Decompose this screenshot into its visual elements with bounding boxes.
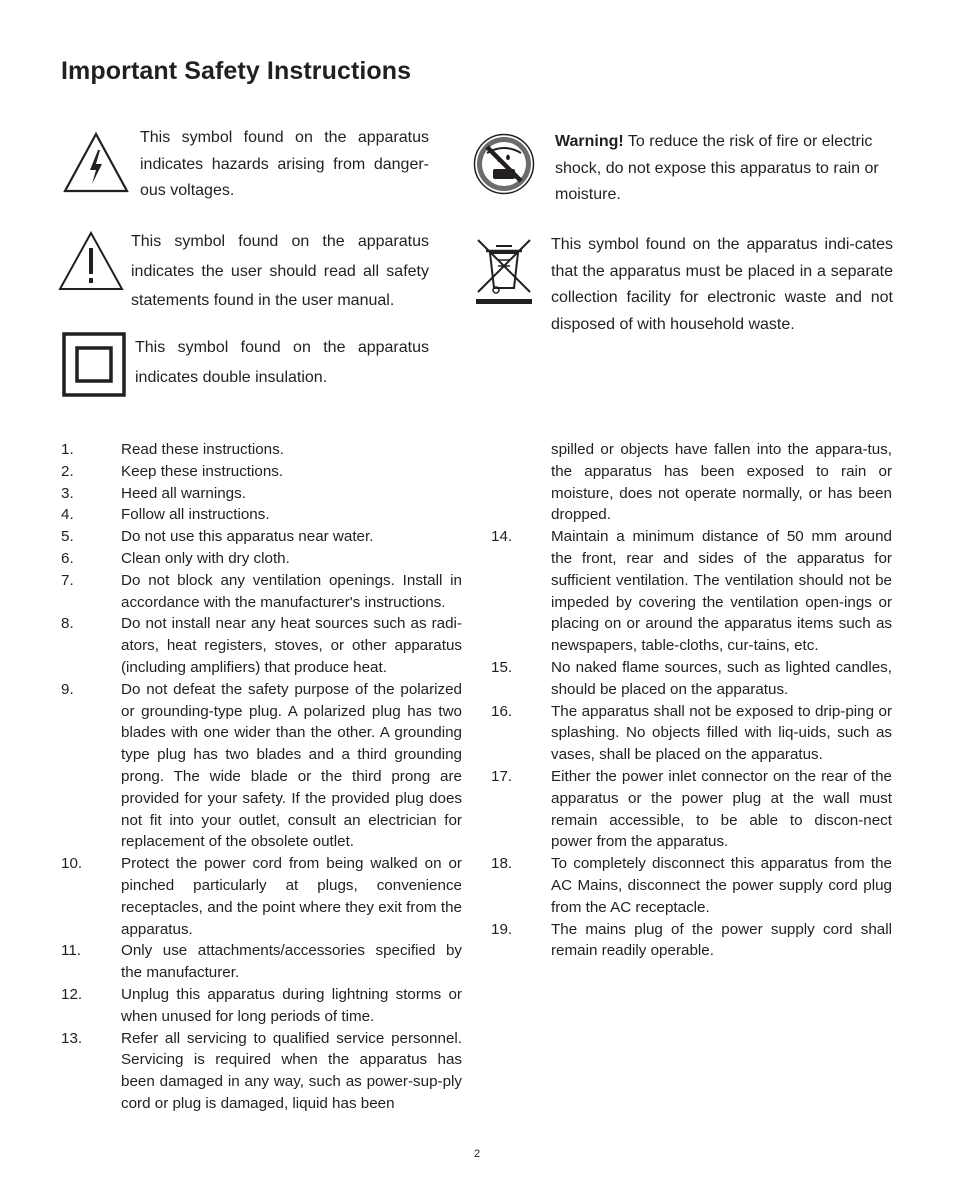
list-item	[491, 853, 892, 918]
item-text: Keep these instructions.	[121, 462, 284, 480]
item-number: 13.	[61, 1029, 83, 1047]
item-text: Heed all warnings.	[121, 484, 246, 502]
item-text: The apparatus shall not be exposed to drip-ping or splashing. No objects filled with liq-uids, such as vases, shall be placed on the apparatus.	[551, 702, 892, 764]
item-text: Do not install near any heat sources such as radi-ators, heat registers, stoves, or other apparatus (including amplifiers) that produce heat.	[121, 615, 462, 676]
item-number: 14.	[491, 528, 513, 546]
list-item	[61, 853, 462, 940]
item-text: No naked flame sources, such as lighted candles, should be placed on the apparatus.	[551, 658, 892, 698]
lightning-warning-icon	[62, 130, 130, 194]
item-number: 1.	[61, 441, 74, 458]
item-text: Either the power inlet connector on the rear of the apparatus or the power plug at the wall must remain accessible, to be able to discon-nect power from the apparatus.	[551, 767, 892, 851]
item-text: Only use attachments/accessories specified by the manufacturer.	[121, 942, 462, 982]
item-number: 5.	[61, 528, 74, 546]
voltage-symbol-text: This symbol found on the apparatus indicates hazards arising from danger-ous voltages.	[140, 129, 429, 199]
double-insulation-symbol-block	[62, 332, 432, 398]
item-number: 9.	[61, 680, 74, 698]
item-text: The mains plug of the power supply cord shall remain readily operable.	[551, 920, 892, 960]
page-title: Important Safety Instructions	[61, 57, 412, 85]
voltage-symbol-block	[62, 128, 432, 208]
item-text: Do not use this apparatus near water.	[121, 528, 374, 546]
item-number: 8.	[61, 615, 74, 633]
item-text: Maintain a minimum distance of 50 mm around the front, rear and sides of the apparatus for sufficient ventilation. The ventilation should not be impeded by covering the ventilation open-ings or placing on or around the apparatus items such as newspapers, table-cloths, cur-tains, etc.	[551, 528, 892, 655]
list-item	[491, 526, 892, 657]
list-item	[61, 439, 462, 461]
no-moisture-icon	[473, 133, 535, 195]
double-insulation-symbol-text: This symbol found on the apparatus indicates double insulation.	[135, 339, 429, 386]
item-number: 4.	[61, 506, 74, 524]
item-text: Follow all instructions.	[121, 506, 270, 524]
item-text: Protect the power cord from being walked on or pinched particularly at plugs, convenience receptacles, and the point where they exit from the apparatus.	[121, 855, 462, 938]
read-manual-symbol-text: This symbol found on the apparatus indicates the user should read all safety statements found in the user manual.	[131, 233, 429, 309]
read-manual-symbol-block	[58, 228, 432, 318]
list-item	[61, 1028, 462, 1115]
list-item	[61, 940, 462, 984]
list-item	[61, 461, 462, 483]
item-number: 3.	[61, 484, 74, 502]
rain-warning-body: To reduce the risk of fire or electric shock, do not expose this apparatus to rain or moisture.	[555, 133, 879, 203]
list-item	[61, 613, 462, 678]
item-text: Unplug this apparatus during lightning storms or when unused for long periods of time.	[121, 985, 462, 1025]
instructions-right-column	[491, 439, 892, 962]
item-text: Refer all servicing to qualified service personnel. Servicing is required when the apparatus has been damaged in any way, such as power-sup-ply cord or plug is damaged, liquid has been	[121, 1029, 462, 1112]
item-number: 17.	[491, 767, 513, 785]
item-number: 11.	[61, 942, 81, 960]
list-item-continuation	[491, 439, 892, 526]
double-insulation-icon	[62, 332, 126, 397]
list-item	[61, 526, 462, 548]
list-item	[491, 701, 892, 766]
item-text: Do not block any ventilation openings. Install in accordance with the manufacturer's instructions.	[121, 571, 462, 611]
list-item	[61, 483, 462, 505]
page-number: 2	[473, 1148, 481, 1160]
item-text: To completely disconnect this apparatus from the AC Mains, disconnect the power supply cord plug from the AC receptacle.	[551, 855, 892, 916]
item-number: 6.	[61, 549, 74, 567]
list-item	[491, 657, 892, 701]
list-item	[61, 984, 462, 1028]
list-item	[61, 504, 462, 526]
weee-symbol-text: This symbol found on the apparatus indi-cates that the apparatus must be placed in a separate collection facility for electronic waste and not disposed of with household waste.	[551, 236, 893, 333]
instructions-left-column	[61, 439, 462, 1115]
item-number: 19.	[491, 920, 513, 938]
item-number: 16.	[491, 702, 513, 720]
item-number: 10.	[61, 855, 83, 873]
weee-symbol-block	[474, 232, 895, 372]
exclamation-warning-icon	[58, 230, 124, 292]
rain-warning-symbol-block	[473, 130, 895, 210]
item-number: 15.	[491, 658, 513, 676]
list-item	[61, 570, 462, 614]
item-number: 2.	[61, 462, 74, 480]
item-text: Clean only with dry cloth.	[121, 549, 290, 567]
item-number: 18.	[491, 855, 513, 873]
item-number: 7.	[61, 571, 74, 589]
list-item	[61, 548, 462, 570]
list-item	[61, 679, 462, 853]
item-number: 12.	[61, 985, 83, 1003]
list-item	[491, 766, 892, 853]
list-item	[491, 919, 892, 963]
warning-label: Warning!	[555, 133, 624, 150]
item-text: Do not defeat the safety purpose of the polarized or grounding-type plug. A polarized plug has two blades with one wider than the other. A grounding type plug has two blades and a third grounding prong. The wide blade or the third prong are provided for your safety. If the provided plug does not fit into your outlet, consult an electrician for replacement of the obsolete outlet.	[121, 680, 462, 851]
item-text: Read these instructions.	[121, 441, 284, 458]
item-text: spilled or objects have fallen into the appara-tus, the apparatus has been exposed to rain or moisture, does not operate normally, or has been dropped.	[551, 441, 892, 524]
crossed-bin-icon	[474, 236, 534, 306]
rain-warning-text	[555, 129, 892, 209]
